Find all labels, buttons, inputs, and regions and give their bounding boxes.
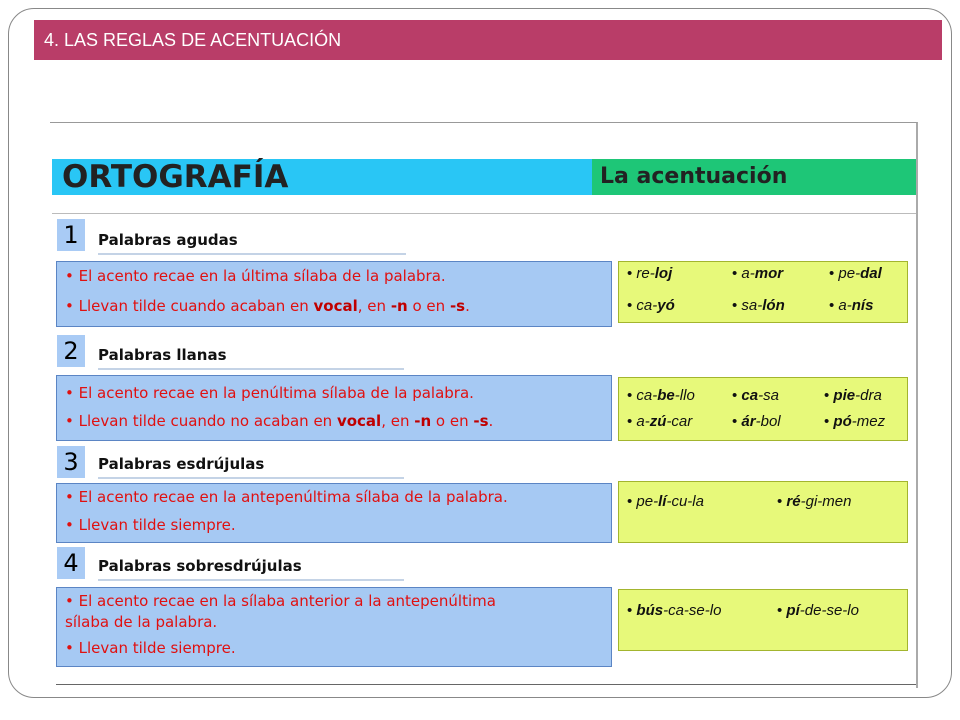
section-number: 1 <box>57 219 85 251</box>
example-word <box>829 265 882 282</box>
bullet: • <box>65 297 74 315</box>
stressed-syllable: dal <box>860 265 882 282</box>
rule-box <box>56 261 612 327</box>
bullet: • <box>732 265 742 282</box>
rule-line <box>65 297 470 315</box>
section-heading: Palabras sobresdrújulas <box>98 553 404 581</box>
syllable: ca- <box>636 297 658 314</box>
example-word <box>627 493 704 510</box>
stressed-syllable: pie <box>833 387 856 404</box>
bullet: • <box>732 413 742 430</box>
example-word <box>627 297 675 314</box>
bullet: • <box>65 267 74 285</box>
rule-text: , en <box>357 297 391 315</box>
example-word <box>777 602 859 619</box>
rule-bold-term: vocal <box>313 297 358 315</box>
bullet: • <box>824 413 834 430</box>
rule-bold-term: -n <box>390 297 408 315</box>
syllable: -dra <box>855 387 882 404</box>
stressed-syllable: pí <box>786 602 800 619</box>
syllable: a- <box>636 413 650 430</box>
rule-text: . <box>488 412 494 430</box>
syllable: -cu-la <box>666 493 704 510</box>
rule-bold-term: -s <box>449 297 466 315</box>
slide-title: 4. LAS REGLAS DE ACENTUACIÓN <box>34 20 942 60</box>
section-number: 2 <box>57 335 85 367</box>
bullet: • <box>732 297 742 314</box>
stressed-syllable: nís <box>851 297 874 314</box>
bullet: • <box>627 265 637 282</box>
syllable: sa- <box>741 297 763 314</box>
syllable: -gi-men <box>800 493 852 510</box>
bullet: • <box>829 265 839 282</box>
rule-text: Llevan tilde cuando no acaban en <box>73 412 337 430</box>
rule-text: o en <box>431 412 474 430</box>
section-heading: Palabras esdrújulas <box>98 451 404 479</box>
syllable: a- <box>838 297 852 314</box>
syllable: re- <box>636 265 655 282</box>
example-word <box>777 493 851 510</box>
rule-text: o en <box>407 297 450 315</box>
example-word <box>732 265 783 282</box>
bullet: • <box>65 639 74 657</box>
section-number: 4 <box>57 547 85 579</box>
rule-bold-term: -s <box>473 412 489 430</box>
section-number: 3 <box>57 446 85 478</box>
rule-box <box>56 587 612 667</box>
banner <box>52 159 916 214</box>
bullet: • <box>65 592 74 610</box>
bullet: • <box>65 488 74 506</box>
bullet: • <box>65 384 74 402</box>
bullet: • <box>829 297 839 314</box>
examples-box <box>618 481 908 543</box>
syllable: -bol <box>755 413 781 430</box>
banner-subtitle: La acentuación <box>600 164 788 189</box>
rule-line <box>65 613 217 631</box>
stressed-syllable: lón <box>762 297 785 314</box>
stressed-syllable: zú <box>649 413 667 430</box>
syllable: a- <box>741 265 755 282</box>
rule-text: Llevan tilde cuando acaban en <box>73 297 314 315</box>
example-word <box>824 387 882 404</box>
bullet: • <box>627 602 637 619</box>
stressed-syllable: mor <box>754 265 784 282</box>
bullet: • <box>627 493 637 510</box>
rule-text: El acento recae en la última sílaba de la palabra. <box>73 267 446 285</box>
stressed-syllable: ré <box>786 493 801 510</box>
example-word <box>627 413 692 430</box>
syllable: pe- <box>838 265 861 282</box>
bullet: • <box>824 387 834 404</box>
rule-bold-term: -n <box>414 412 432 430</box>
examples-box <box>618 589 908 651</box>
stressed-syllable: yó <box>657 297 675 314</box>
syllable: -de-se-lo <box>799 602 859 619</box>
bullet: • <box>627 297 637 314</box>
stressed-syllable: ca <box>741 387 759 404</box>
syllable: -mez <box>851 413 886 430</box>
syllable: -llo <box>674 387 695 404</box>
examples-box <box>618 377 908 441</box>
stressed-syllable: be <box>657 387 675 404</box>
rule-line <box>65 592 496 610</box>
rule-bold-term: vocal <box>336 412 382 430</box>
bullet: • <box>777 493 787 510</box>
ortografia-sheet <box>50 122 918 688</box>
banner-title: ORTOGRAFÍA <box>62 159 289 195</box>
syllable: -ca-se-lo <box>663 602 722 619</box>
syllable: pe- <box>636 493 659 510</box>
section-heading: Palabras agudas <box>98 227 406 255</box>
rule-line <box>65 516 236 534</box>
syllable: -car <box>666 413 693 430</box>
banner-left <box>52 159 592 195</box>
rule-box <box>56 483 612 543</box>
bullet: • <box>65 412 74 430</box>
syllable: ca- <box>636 387 658 404</box>
rule-text: sílaba de la palabra. <box>65 613 218 631</box>
bullet: • <box>627 413 637 430</box>
rule-text: Llevan tilde siempre. <box>73 639 236 657</box>
example-word <box>627 265 672 282</box>
example-word <box>732 387 779 404</box>
stressed-syllable: lí <box>658 493 667 510</box>
rule-box <box>56 375 612 441</box>
example-word <box>829 297 873 314</box>
stressed-syllable: ár <box>741 413 756 430</box>
section-heading: Palabras llanas <box>98 342 404 370</box>
bullet: • <box>65 516 74 534</box>
rule-line <box>65 488 508 506</box>
syllable: -sa <box>758 387 779 404</box>
divider <box>56 684 916 685</box>
rule-text: El acento recae en la antepenúltima sílaba de la palabra. <box>73 488 508 506</box>
stressed-syllable: pó <box>833 413 852 430</box>
banner-right <box>592 159 916 195</box>
rule-line <box>65 267 446 285</box>
example-word <box>732 413 781 430</box>
example-word <box>824 413 885 430</box>
stressed-syllable: bús <box>636 602 664 619</box>
example-word <box>627 602 721 619</box>
rule-line <box>65 384 474 402</box>
examples-box <box>618 261 908 323</box>
example-word <box>627 387 695 404</box>
bullet: • <box>627 387 637 404</box>
example-word <box>732 297 785 314</box>
rule-text: . <box>465 297 470 315</box>
bullet: • <box>777 602 787 619</box>
rule-line <box>65 639 236 657</box>
rule-text: El acento recae en la sílaba anterior a la antepenúltima <box>73 592 496 610</box>
rule-text: Llevan tilde siempre. <box>73 516 236 534</box>
rule-text: , en <box>381 412 415 430</box>
bullet: • <box>732 387 742 404</box>
rule-text: El acento recae en la penúltima sílaba de la palabra. <box>73 384 474 402</box>
stressed-syllable: loj <box>654 265 673 282</box>
rule-line <box>65 412 493 430</box>
